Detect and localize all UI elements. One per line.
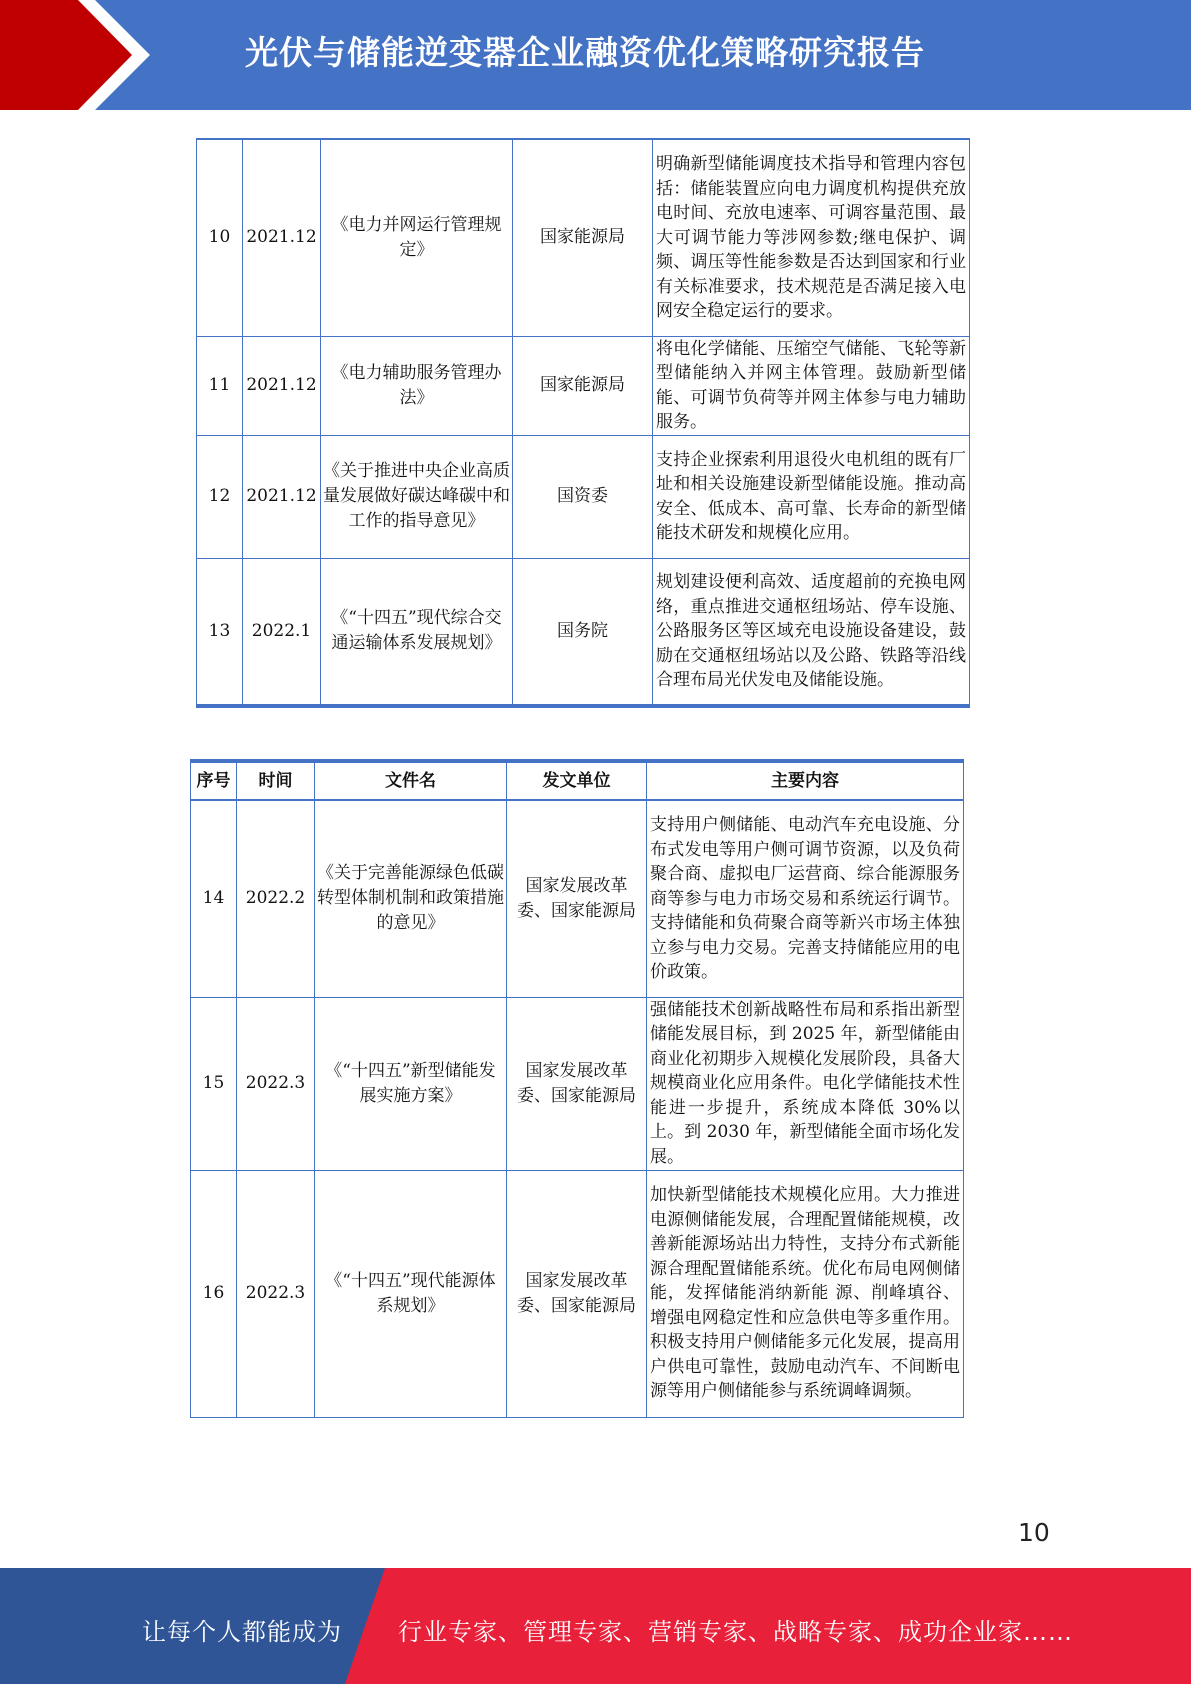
- row-issuer: 国家能源局: [513, 139, 653, 336]
- row-content: 将电化学储能、压缩空气储能、飞轮等新型储能纳入并网主体管理。鼓励新型储能、可调节负荷等并网主体参与电力辅助服务。: [653, 336, 970, 435]
- row-issuer: 国家发展改革委、国家能源局: [507, 800, 647, 997]
- footer-slogan-right: 行业专家、管理专家、营销专家、战略专家、成功企业家……: [398, 1618, 1073, 1646]
- table-row: [191, 997, 964, 1170]
- row-document: 《电力辅助服务管理办法》: [321, 336, 513, 435]
- policy-table: [190, 759, 964, 1418]
- footer-slogan-left: 让每个人都能成为: [142, 1618, 342, 1646]
- row-date: 2021.12: [243, 336, 321, 435]
- table-header-row: [191, 761, 964, 800]
- row-content: 支持企业探索利用退役火电机组的既有厂址和相关设施建设新型储能设施。推动高安全、低成本、高可靠、长寿命的新型储能技术研发和规模化应用。: [653, 435, 970, 558]
- row-document: 《关于完善能源绿色低碳转型体制机制和政策措施的意见》: [315, 800, 507, 997]
- header-content: 主要内容: [647, 761, 964, 800]
- row-document: 《电力并网运行管理规定》: [321, 139, 513, 336]
- row-date: 2021.12: [243, 139, 321, 336]
- row-issuer: 国家发展改革委、国家能源局: [507, 1170, 647, 1417]
- row-date: 2022.3: [237, 997, 315, 1170]
- table-row: [197, 336, 970, 435]
- row-content: 规划建设便利高效、适度超前的充换电网络，重点推进交通枢纽场站、停车设施、公路服务区等区域充电设施设备建设，鼓励在交通枢纽场站以及公路、铁路等沿线合理布局光伏发电及储能设施。: [653, 558, 970, 706]
- row-document: 《关于推进中央企业高质量发展做好碳达峰碳中和工作的指导意见》: [321, 435, 513, 558]
- report-title: 光伏与储能逆变器企业融资优化策略研究报告: [245, 33, 925, 72]
- row-document: 《“十四五”新型储能发展实施方案》: [315, 997, 507, 1170]
- row-issuer: 国资委: [513, 435, 653, 558]
- row-document: 《“十四五”现代综合交通运输体系发展规划》: [321, 558, 513, 706]
- row-issuer: 国家能源局: [513, 336, 653, 435]
- row-date: 2022.2: [237, 800, 315, 997]
- row-date: 2021.12: [243, 435, 321, 558]
- row-number: 11: [197, 336, 243, 435]
- row-number: 15: [191, 997, 237, 1170]
- row-content: 支持用户侧储能、电动汽车充电设施、分布式发电等用户侧可调节资源，以及负荷聚合商、虚拟电厂运营商、综合能源服务商等参与电力市场交易和系统运行调节。支持储能和负荷聚合商等新兴市场主体独立参与电力交易。完善支持储能应用的电价政策。: [647, 800, 964, 997]
- row-issuer: 国务院: [513, 558, 653, 706]
- row-number: 10: [197, 139, 243, 336]
- row-number: 16: [191, 1170, 237, 1417]
- row-number: 12: [197, 435, 243, 558]
- row-date: 2022.3: [237, 1170, 315, 1417]
- row-number: 13: [197, 558, 243, 706]
- table-row: [197, 558, 970, 706]
- table-row: [191, 800, 964, 997]
- row-date: 2022.1: [243, 558, 321, 706]
- row-content: 强储能技术创新战略性布局和系指出新型储能发展目标，到 2025 年，新型储能由商业化初期步入规模化发展阶段，具备大规模商业化应用条件。电化学储能技术性能进一步提升，系统成本降低 30%以上。到 2030 年，新型储能全面市场化发展。: [647, 997, 964, 1170]
- header-document: 文件名: [315, 761, 507, 800]
- chevron-decoration-icon: [0, 0, 150, 110]
- row-number: 14: [191, 800, 237, 997]
- row-content: 明确新型储能调度技术指导和管理内容包括：储能装置应向电力调度机构提供充放电时间、充放电速率、可调容量范围、最大可调节能力等涉网参数;继电保护、调频、调压等性能参数是否达到国家和行业有关标准要求，技术规范是否满足接入电网安全稳定运行的要求。: [653, 139, 970, 336]
- header-date: 时间: [237, 761, 315, 800]
- table-row: [197, 139, 970, 336]
- row-document: 《“十四五”现代能源体系规划》: [315, 1170, 507, 1417]
- table-row: [191, 1170, 964, 1417]
- page-number: 10: [1018, 1518, 1050, 1547]
- table-row: [197, 435, 970, 558]
- header-number: 序号: [191, 761, 237, 800]
- row-issuer: 国家发展改革委、国家能源局: [507, 997, 647, 1170]
- policy-table-continued: [196, 138, 970, 708]
- header-issuer: 发文单位: [507, 761, 647, 800]
- row-content: 加快新型储能技术规模化应用。大力推进电源侧储能发展，合理配置储能规模，改善新能源场站出力特性，支持分布式新能源合理配置储能系统。优化布局电网侧储能，发挥储能消纳新能 源、削峰填谷、增强电网稳定性和应急供电等多重作用。积极支持用户侧储能多元化发展，提高用户供电可靠性，鼓励电动汽车、不间断电源等用户侧储能参与系统调峰调频。: [647, 1170, 964, 1417]
- header-banner: [0, 0, 1191, 110]
